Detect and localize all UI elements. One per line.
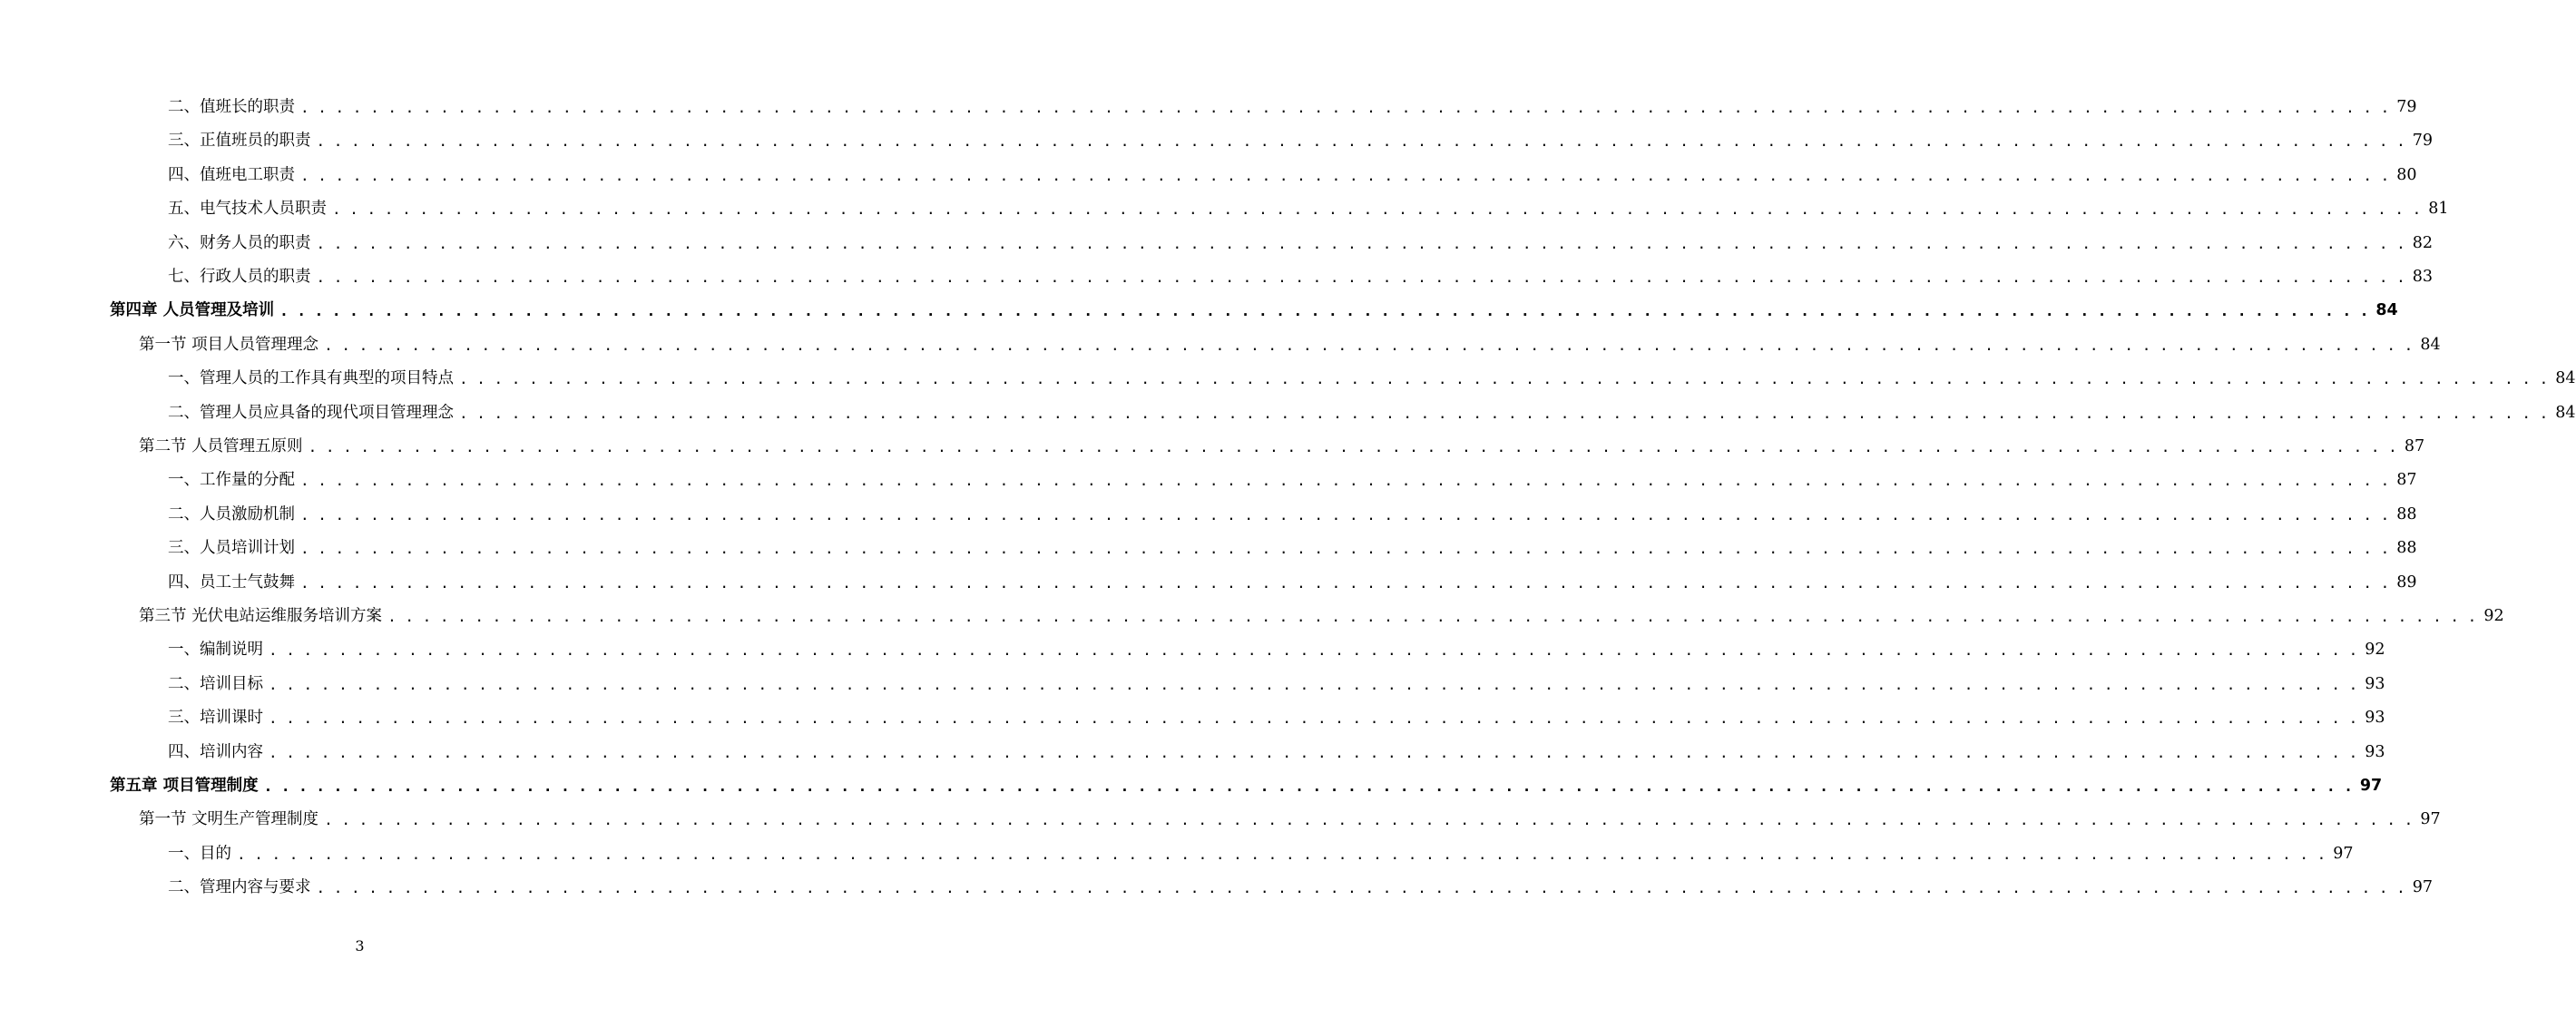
toc-entry-page: 93 <box>2365 709 2385 728</box>
toc-entry-item[interactable] <box>168 396 2576 430</box>
toc-entry-item[interactable] <box>168 837 2354 871</box>
toc-entry-page: 80 <box>2396 165 2417 184</box>
toc-entry-item[interactable] <box>168 192 2449 226</box>
toc-entry-page: 97 <box>2333 844 2354 863</box>
toc-entry-item[interactable] <box>168 362 2576 396</box>
toc-entry-page: 88 <box>2396 504 2417 524</box>
toc-dot-leader: . . . . . . . . . . . . . . . . . . . . . . . . . . . . . . . . . . . . . . . . . . . . . . . . . . . . . . . . . . . . . . . . . . . . . . . . . . . . . . . . . . . . . . . . . . . . . . . . . . . . . . . . . . . . . . . . . . . . . . . . <box>459 370 2549 388</box>
toc-dot-leader: . . . . . . . . . . . . . . . . . . . . . . . . . . . . . . . . . . . . . . . . . . . . . . . . . . . . . . . . . . . . . . . . . . . . . . . . . . . . . . . . . . . . . . . . . . . . . . . . . . . . . . . . . . . . . . . . . . . . . . . . <box>316 132 2405 151</box>
toc-entry-title: 三、正值班员的职责 <box>168 132 311 151</box>
toc-entry-title: 三、培训课时 <box>168 709 263 728</box>
toc-entry-page: 84 <box>2555 369 2576 388</box>
toc-dot-leader: . . . . . . . . . . . . . . . . . . . . . . . . . . . . . . . . . . . . . . . . . . . . . . . . . . . . . . . . . . . . . . . . . . . . . . . . . . . . . . . . . . . . . . . . . . . . . . . . . . . . . . . . . . . . . . . . . . . . . . . . <box>459 404 2549 422</box>
toc-dot-leader: . . . . . . . . . . . . . . . . . . . . . . . . . . . . . . . . . . . . . . . . . . . . . . . . . . . . . . . . . . . . . . . . . . . . . . . . . . . . . . . . . . . . . . . . . . . . . . . . . . . . . . . . . . . . . . . . . . . . . . . . <box>269 710 2358 728</box>
toc-dot-leader: . . . . . . . . . . . . . . . . . . . . . . . . . . . . . . . . . . . . . . . . . . . . . . . . . . . . . . . . . . . . . . . . . . . . . . . . . . . . . . . . . . . . . . . . . . . . . . . . . . . . . . . . . . . . . . . . . . . . . . . . <box>332 201 2422 219</box>
toc-entry-title: 二、管理人员应具备的现代项目管理理念 <box>168 403 454 422</box>
toc-dot-leader: . . . . . . . . . . . . . . . . . . . . . . . . . . . . . . . . . . . . . . . . . . . . . . . . . . . . . . . . . . . . . . . . . . . . . . . . . . . . . . . . . . . . . . . . . . . . . . . . . . . . . . . . . . . . . . . . . . . . . . . . <box>308 438 2397 455</box>
toc-dot-leader: . . . . . . . . . . . . . . . . . . . . . . . . . . . . . . . . . . . . . . . . . . . . . . . . . . . . . . . . . . . . . . . . . . . . . . . . . . . . . . . . . . . . . . . . . . . . . . . . . . . . . . . . . . . . . . . . . . . . . . . . <box>300 573 2390 592</box>
toc-entry-item[interactable] <box>168 566 2417 600</box>
toc-dot-leader: . . . . . . . . . . . . . . . . . . . . . . . . . . . . . . . . . . . . . . . . . . . . . . . . . . . . . . . . . . . . . . . . . . . . . . . . . . . . . . . . . . . . . . . . . . . . . . . . . . . . . . . . . . . . . . . . . . . . . . . . <box>269 675 2358 693</box>
toc-entry-section[interactable] <box>139 328 2441 362</box>
toc-entry-title: 一、目的 <box>168 844 231 863</box>
toc-entry-item[interactable] <box>168 532 2417 565</box>
toc-entry-title: 一、管理人员的工作具有典型的项目特点 <box>168 369 454 388</box>
toc-dot-leader: . . . . . . . . . . . . . . . . . . . . . . . . . . . . . . . . . . . . . . . . . . . . . . . . . . . . . . . . . . . . . . . . . . . . . . . . . . . . . . . . . . . . . . . . . . . . . . . . . . . . . . . . . . . . . . . . . . . . . . . . <box>300 505 2390 524</box>
toc-entry-title: 第二节 人员管理五原则 <box>139 437 303 455</box>
toc-entry-page: 79 <box>2396 98 2417 116</box>
page-number: 3 <box>355 937 365 954</box>
toc-entry-chapter[interactable] <box>110 294 2398 328</box>
toc-dot-leader: . . . . . . . . . . . . . . . . . . . . . . . . . . . . . . . . . . . . . . . . . . . . . . . . . . . . . . . . . . . . . . . . . . . . . . . . . . . . . . . . . . . . . . . . . . . . . . . . . . . . . . . . . . . . . . . . . . . . . . . . <box>387 608 2477 625</box>
toc-entry-page: 97 <box>2412 878 2434 897</box>
toc-entry-page: 79 <box>2412 132 2434 151</box>
toc-dot-leader: . . . . . . . . . . . . . . . . . . . . . . . . . . . . . . . . . . . . . . . . . . . . . . . . . . . . . . . . . . . . . . . . . . . . . . . . . . . . . . . . . . . . . . . . . . . . . . . . . . . . . . . . . . . . . . . . . . . . . . . . <box>263 778 2353 795</box>
toc-entry-title: 第三节 光伏电站运维服务培训方案 <box>139 607 383 625</box>
toc-dot-leader: . . . . . . . . . . . . . . . . . . . . . . . . . . . . . . . . . . . . . . . . . . . . . . . . . . . . . . . . . . . . . . . . . . . . . . . . . . . . . . . . . . . . . . . . . . . . . . . . . . . . . . . . . . . . . . . . . . . . . . . . <box>300 472 2390 490</box>
toc-entry-item[interactable] <box>168 91 2417 124</box>
toc-entry-item[interactable] <box>168 227 2434 260</box>
toc-dot-leader: . . . . . . . . . . . . . . . . . . . . . . . . . . . . . . . . . . . . . . . . . . . . . . . . . . . . . . . . . . . . . . . . . . . . . . . . . . . . . . . . . . . . . . . . . . . . . . . . . . . . . . . . . . . . . . . . . . . . . . . . <box>316 234 2405 252</box>
toc-entry-title: 二、管理内容与要求 <box>168 878 311 897</box>
toc-entry-page: 87 <box>2404 437 2425 455</box>
toc-entry-title: 二、培训目标 <box>168 674 263 693</box>
toc-dot-leader: . . . . . . . . . . . . . . . . . . . . . . . . . . . . . . . . . . . . . . . . . . . . . . . . . . . . . . . . . . . . . . . . . . . . . . . . . . . . . . . . . . . . . . . . . . . . . . . . . . . . . . . . . . . . . . . . . . . . . . . . <box>316 879 2405 897</box>
toc-entry-title: 三、人员培训计划 <box>168 539 295 558</box>
toc-entry-title: 一、工作量的分配 <box>168 471 295 490</box>
toc-entry-page: 84 <box>2555 403 2576 422</box>
toc-dot-leader: . . . . . . . . . . . . . . . . . . . . . . . . . . . . . . . . . . . . . . . . . . . . . . . . . . . . . . . . . . . . . . . . . . . . . . . . . . . . . . . . . . . . . . . . . . . . . . . . . . . . . . . . . . . . . . . . . . . . . . . . <box>300 540 2390 558</box>
toc-entry-item[interactable] <box>168 736 2385 769</box>
toc-entry-title: 七、行政人员的职责 <box>168 268 311 286</box>
toc-entry-page: 82 <box>2412 233 2434 252</box>
toc-entry-title: 第五章 项目管理制度 <box>110 777 259 795</box>
toc-entry-page: 92 <box>2483 607 2504 625</box>
toc-entry-page: 84 <box>2420 335 2441 354</box>
toc-dot-leader: . . . . . . . . . . . . . . . . . . . . . . . . . . . . . . . . . . . . . . . . . . . . . . . . . . . . . . . . . . . . . . . . . . . . . . . . . . . . . . . . . . . . . . . . . . . . . . . . . . . . . . . . . . . . . . . . . . . . . . . . <box>324 336 2414 354</box>
toc-entry-title: 一、编制说明 <box>168 641 263 660</box>
toc-entry-title: 第一节 项目人员管理理念 <box>139 335 319 354</box>
toc-entry-page: 87 <box>2396 471 2417 490</box>
toc-entry-title: 二、人员激励机制 <box>168 504 295 524</box>
toc-entry-item[interactable] <box>168 498 2417 532</box>
toc-entry-title: 第一节 文明生产管理制度 <box>139 810 319 829</box>
toc-entry-chapter[interactable] <box>110 769 2383 803</box>
toc-entry-item[interactable] <box>168 260 2434 294</box>
toc-entry-title: 五、电气技术人员职责 <box>168 200 327 219</box>
toc-entry-item[interactable] <box>168 159 2417 192</box>
toc-entry-page: 89 <box>2396 573 2417 592</box>
toc-entry-page: 93 <box>2365 674 2385 693</box>
toc-entry-page: 83 <box>2412 268 2434 286</box>
toc-dot-leader: . . . . . . . . . . . . . . . . . . . . . . . . . . . . . . . . . . . . . . . . . . . . . . . . . . . . . . . . . . . . . . . . . . . . . . . . . . . . . . . . . . . . . . . . . . . . . . . . . . . . . . . . . . . . . . . . . . . . . . . . <box>316 269 2405 286</box>
toc-dot-leader: . . . . . . . . . . . . . . . . . . . . . . . . . . . . . . . . . . . . . . . . . . . . . . . . . . . . . . . . . . . . . . . . . . . . . . . . . . . . . . . . . . . . . . . . . . . . . . . . . . . . . . . . . . . . . . . . . . . . . . . . <box>269 641 2358 660</box>
toc-entry-page: 84 <box>2375 301 2398 320</box>
toc-entry-page: 93 <box>2365 742 2385 761</box>
toc-entry-title: 六、财务人员的职责 <box>168 233 311 252</box>
toc-dot-leader: . . . . . . . . . . . . . . . . . . . . . . . . . . . . . . . . . . . . . . . . . . . . . . . . . . . . . . . . . . . . . . . . . . . . . . . . . . . . . . . . . . . . . . . . . . . . . . . . . . . . . . . . . . . . . . . . . . . . . . . . <box>237 845 2326 863</box>
toc-entry-title: 四、值班电工职责 <box>168 165 295 184</box>
toc-entry-page: 88 <box>2396 539 2417 558</box>
toc-entry-title: 二、值班长的职责 <box>168 98 295 116</box>
toc-entry-item[interactable] <box>168 871 2434 905</box>
toc-entry-page: 97 <box>2359 777 2383 795</box>
toc-dot-leader: . . . . . . . . . . . . . . . . . . . . . . . . . . . . . . . . . . . . . . . . . . . . . . . . . . . . . . . . . . . . . . . . . . . . . . . . . . . . . . . . . . . . . . . . . . . . . . . . . . . . . . . . . . . . . . . . . . . . . . . . <box>300 99 2390 116</box>
toc-dot-leader: . . . . . . . . . . . . . . . . . . . . . . . . . . . . . . . . . . . . . . . . . . . . . . . . . . . . . . . . . . . . . . . . . . . . . . . . . . . . . . . . . . . . . . . . . . . . . . . . . . . . . . . . . . . . . . . . . . . . . . . . <box>300 166 2390 184</box>
toc-entry-item[interactable] <box>168 668 2385 701</box>
toc-entry-page: 92 <box>2365 641 2385 660</box>
toc-entry-title: 四、员工士气鼓舞 <box>168 573 295 592</box>
toc-entry-section[interactable] <box>139 430 2425 464</box>
toc-entry-item[interactable] <box>168 124 2434 158</box>
toc-entry-page: 97 <box>2420 810 2441 829</box>
toc-entry-page: 81 <box>2428 200 2449 219</box>
toc-dot-leader: . . . . . . . . . . . . . . . . . . . . . . . . . . . . . . . . . . . . . . . . . . . . . . . . . . . . . . . . . . . . . . . . . . . . . . . . . . . . . . . . . . . . . . . . . . . . . . . . . . . . . . . . . . . . . . . . . . . . . . . . <box>279 302 2369 320</box>
toc-entry-item[interactable] <box>168 633 2385 667</box>
toc-dot-leader: . . . . . . . . . . . . . . . . . . . . . . . . . . . . . . . . . . . . . . . . . . . . . . . . . . . . . . . . . . . . . . . . . . . . . . . . . . . . . . . . . . . . . . . . . . . . . . . . . . . . . . . . . . . . . . . . . . . . . . . . <box>324 811 2414 829</box>
toc-entry-item[interactable] <box>168 464 2417 497</box>
toc-entry-section[interactable] <box>139 803 2441 837</box>
toc-dot-leader: . . . . . . . . . . . . . . . . . . . . . . . . . . . . . . . . . . . . . . . . . . . . . . . . . . . . . . . . . . . . . . . . . . . . . . . . . . . . . . . . . . . . . . . . . . . . . . . . . . . . . . . . . . . . . . . . . . . . . . . . <box>269 743 2358 761</box>
toc-entry-item[interactable] <box>168 701 2385 735</box>
toc-entry-title: 第四章 人员管理及培训 <box>110 301 275 320</box>
toc-entry-section[interactable] <box>139 600 2504 633</box>
toc-entry-title: 四、培训内容 <box>168 742 263 761</box>
